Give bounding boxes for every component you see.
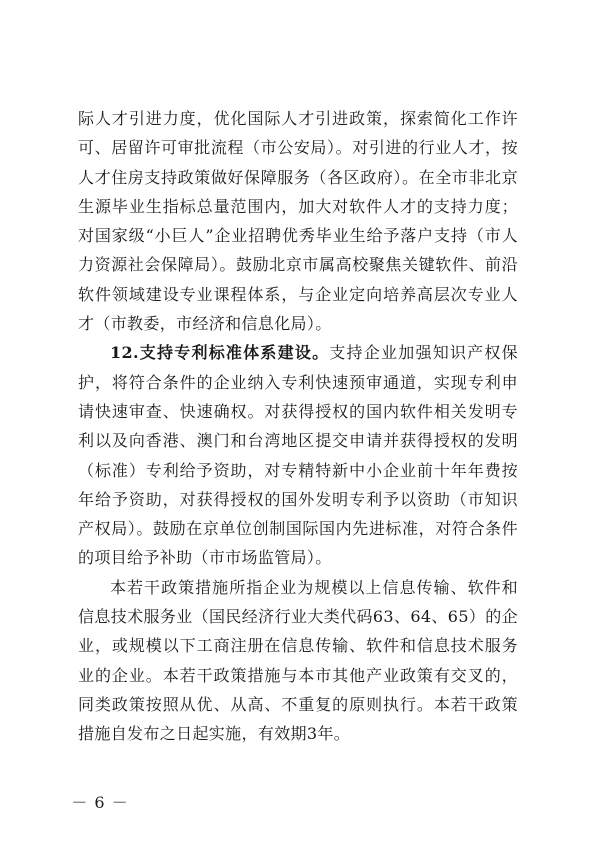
page-number: － 6 －: [71, 793, 129, 812]
section-heading: 12.支持专利标准体系建设。: [110, 343, 330, 363]
body-text: [78, 104, 518, 749]
paragraph-talent-policy: [78, 104, 518, 338]
paragraph-text: 际人才引进力度，优化国际人才引进政策，探索简化工作许可、居留许可审批流程（市公安局）。对引进的行业人才，按人才住房支持政策做好保障服务（各区政府）。在全市非北京生源毕业生指标总量范围内，加大对软件人才的支持力度；对国家级“小巨人”企业招聘优秀毕业生给予落户支持（市人力资源社会保障局）。鼓励北京市属高校聚焦关键软件、前沿软件领域建设专业课程体系，与企业定向培养高层次专业人才（市教委，市经济和信息化局）。: [78, 109, 518, 334]
paragraph-patent-standards: [78, 338, 518, 572]
paragraph-text: 本若干政策措施所指企业为规模以上信息传输、软件和信息技术服务业（国民经济行业大类代码63、64、65）的企业，或规模以下工商注册在信息传输、软件和信息技术服务业的企业。本若干政策措施与本市其他产业政策有交叉的，同类政策按照从优、从高、不重复的原则执行。本若干政策措施自发布之日起实施，有效期3年。: [78, 577, 518, 744]
paragraph-scope-validity: [78, 573, 518, 749]
paragraph-text: 支持企业加强知识产权保护，将符合条件的企业纳入专利快速预审通道，实现专利申请快速审查、快速确权。对获得授权的国内软件相关发明专利以及向香港、澳门和台湾地区提交申请并获得授权的发明（标准）专利给予资助，对专精特新中小企业前十年年费按年给予资助，对获得授权的国外发明专利予以资助（市知识产权局）。鼓励在京单位创制国际国内先进标准，对符合条件的项目给予补助（市市场监管局）。: [78, 343, 518, 568]
